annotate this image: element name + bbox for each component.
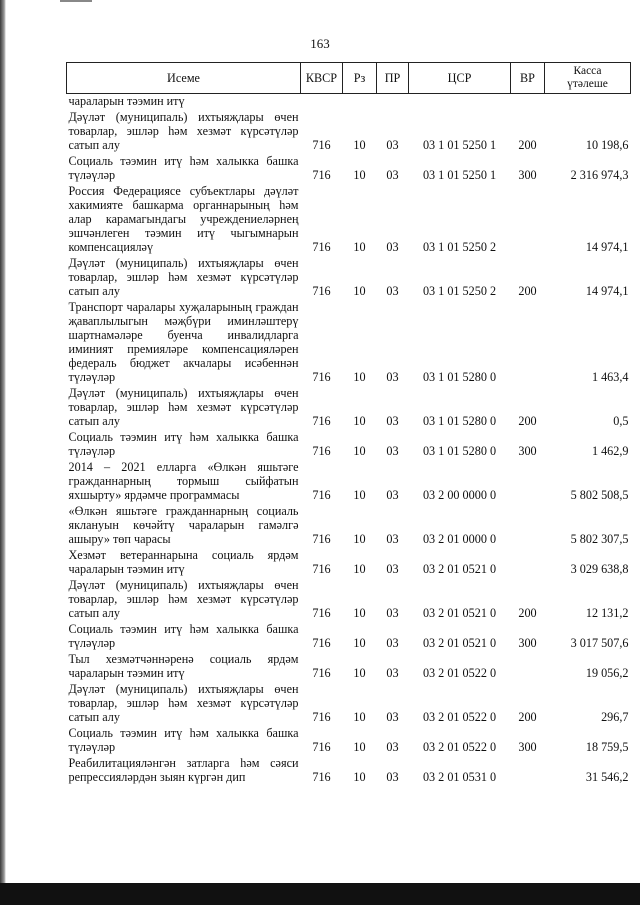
table-row	[67, 386, 631, 430]
table-row	[67, 504, 631, 548]
table-row	[67, 578, 631, 622]
cell-name: Россия Федерациясе субъектлары дәүләт хакимияте башкарма органнарының һәм алар карамагындагы учреждениеләрнең эшчәнлеген тәэмин итү чыгымнарын компенсацияләү	[68, 184, 299, 254]
cell-rz: 10	[353, 284, 366, 298]
cell-vr: 300	[518, 636, 537, 650]
cell-pr: 03	[386, 740, 399, 754]
budget-table	[66, 62, 631, 786]
cell-amount: 14 974,1	[585, 284, 629, 298]
header-name: Исеме	[67, 63, 301, 94]
cell-vr	[511, 460, 545, 504]
cell-csr: 03 2 01 0000 0	[422, 532, 497, 546]
cell-pr: 03	[386, 414, 399, 428]
cell-vr	[511, 300, 545, 386]
cell-rz: 10	[353, 532, 366, 546]
table-row	[67, 256, 631, 300]
cell-csr: 03 2 01 0522 0	[422, 740, 497, 754]
cell-rz: 10	[353, 606, 366, 620]
cell-pr: 03	[386, 284, 399, 298]
cell-name: Транспорт чаралары хуҗаларының граждан җаваплылыгын мәҗбүри иминләштерү шартнамәләре буенча инвалидларга иминият премияләре компенсацияләрен федераль бюджет акчалары исәбеннән түләүләр	[68, 300, 299, 384]
cell-amount: 18 759,5	[585, 740, 629, 754]
cell-vr	[511, 548, 545, 578]
cell-csr: 03 1 01 5280 0	[422, 370, 497, 384]
cell-kvsr: 716	[312, 740, 331, 754]
cell-amount: 19 056,2	[585, 666, 629, 680]
table-row	[67, 154, 631, 184]
cell-name: Социаль тәэмин итү һәм халыкка башка түләүләр	[68, 430, 299, 458]
cell-rz: 10	[353, 562, 366, 576]
cell-name: Хезмәт ветераннарына социаль ярдәм чараларын тәэмин итү	[68, 548, 299, 576]
cell-amount: 1 463,4	[591, 370, 629, 384]
cell-kvsr: 716	[312, 710, 331, 724]
cell-amount: 2 316 974,3	[570, 168, 629, 182]
cell-vr: 200	[518, 414, 537, 428]
cell-pr: 03	[386, 710, 399, 724]
cell-amount: 12 131,2	[585, 606, 629, 620]
table-row	[67, 682, 631, 726]
cell-csr: 03 2 01 0522 0	[422, 666, 497, 680]
header-rz: Рз	[343, 63, 377, 94]
cell-pr: 03	[386, 666, 399, 680]
cell-amount: 10 198,6	[585, 138, 629, 152]
table-row	[67, 726, 631, 756]
cell-name: чараларын тәэмин итү	[68, 94, 185, 108]
cell-csr: 03 2 01 0522 0	[422, 710, 497, 724]
cell-pr: 03	[386, 606, 399, 620]
cell-vr: 200	[518, 710, 537, 724]
cell-vr	[511, 184, 545, 256]
cell-csr: 03 2 01 0521 0	[422, 606, 497, 620]
cell-name: Реабилитацияләнгән затларга һәм сәяси репрессияләрдән зыян күргән дип	[68, 756, 299, 784]
table-row	[67, 94, 631, 111]
cell-csr	[409, 94, 511, 111]
cell-name: «Өлкән яшьтәге гражданнарның социаль яклануын көчәйтү чараларын гамәлгә ашыру» төп чарасы	[68, 504, 299, 546]
cell-rz: 10	[353, 370, 366, 384]
cell-rz: 10	[353, 138, 366, 152]
cell-csr: 03 1 01 5280 0	[422, 414, 497, 428]
header-vr: ВР	[511, 63, 545, 94]
cell-csr: 03 2 01 0521 0	[422, 562, 497, 576]
cell-vr	[511, 94, 545, 111]
cell-name: Дәүләт (муниципаль) ихтыяҗлары өчен товарлар, эшләр һәм хезмәт күрсәтүләр сатып алу	[68, 110, 299, 152]
cell-pr: 03	[386, 240, 399, 254]
cell-kvsr: 716	[312, 138, 331, 152]
cell-kvsr: 716	[312, 532, 331, 546]
page-number: 163	[310, 36, 330, 51]
cell-vr: 200	[518, 606, 537, 620]
cell-csr: 03 1 01 5250 1	[422, 138, 497, 152]
cell-amount	[545, 94, 631, 111]
cell-csr: 03 1 01 5280 0	[422, 444, 497, 458]
cell-csr: 03 2 01 0521 0	[422, 636, 497, 650]
table-header-row	[67, 63, 631, 94]
cell-amount: 3 029 638,8	[570, 562, 629, 576]
cell-vr: 300	[518, 168, 537, 182]
cell-pr: 03	[386, 168, 399, 182]
cell-kvsr: 716	[312, 770, 331, 784]
cell-csr: 03 1 01 5250 2	[422, 240, 497, 254]
cell-name: Дәүләт (муниципаль) ихтыяҗлары өчен товарлар, эшләр һәм хезмәт күрсәтүләр сатып алу	[68, 256, 299, 298]
cell-pr: 03	[386, 444, 399, 458]
cell-pr: 03	[386, 488, 399, 502]
cell-pr: 03	[386, 770, 399, 784]
cell-rz: 10	[353, 740, 366, 754]
cell-rz: 10	[353, 414, 366, 428]
table-row	[67, 110, 631, 154]
cell-amount: 0,5	[613, 414, 629, 428]
cell-kvsr: 716	[312, 370, 331, 384]
cell-kvsr: 716	[312, 444, 331, 458]
cell-kvsr: 716	[312, 562, 331, 576]
cell-csr: 03 2 00 0000 0	[422, 488, 497, 502]
cell-amount: 3 017 507,6	[570, 636, 629, 650]
cell-vr	[511, 756, 545, 786]
header-kassa-line2: үтәлеше	[567, 78, 608, 90]
table-row	[67, 184, 631, 256]
header-kassa-line1: Касса	[573, 65, 602, 77]
cell-amount: 14 974,1	[585, 240, 629, 254]
cell-csr: 03 1 01 5250 2	[422, 284, 497, 298]
cell-kvsr: 716	[312, 488, 331, 502]
cell-kvsr: 716	[312, 414, 331, 428]
cell-kvsr: 716	[312, 284, 331, 298]
cell-pr: 03	[386, 562, 399, 576]
cell-rz	[343, 94, 377, 111]
table-row	[67, 430, 631, 460]
cell-rz: 10	[353, 488, 366, 502]
cell-amount: 296,7	[601, 710, 629, 724]
cell-kvsr: 716	[312, 666, 331, 680]
table-row	[67, 756, 631, 786]
cell-name: Социаль тәэмин итү һәм халыкка башка түләүләр	[68, 726, 299, 754]
cell-csr: 03 1 01 5250 1	[422, 168, 497, 182]
cell-name: Социаль тәэмин итү һәм халыкка башка түләүләр	[68, 154, 299, 182]
cell-kvsr	[301, 94, 343, 111]
cell-amount: 31 546,2	[585, 770, 629, 784]
header-csr: ЦСР	[409, 63, 511, 94]
cell-rz: 10	[353, 710, 366, 724]
table-row	[67, 652, 631, 682]
table-row	[67, 460, 631, 504]
cell-rz: 10	[353, 240, 366, 254]
cell-name: Дәүләт (муниципаль) ихтыяҗлары өчен товарлар, эшләр һәм хезмәт күрсәтүләр сатып алу	[68, 682, 299, 724]
cell-vr	[511, 504, 545, 548]
scan-top-mark	[60, 0, 92, 2]
cell-kvsr: 716	[312, 606, 331, 620]
cell-pr	[377, 94, 409, 111]
header-kassa	[545, 63, 631, 94]
cell-pr: 03	[386, 636, 399, 650]
scan-left-edge	[0, 0, 6, 905]
table-row	[67, 300, 631, 386]
scan-bottom-bar	[0, 883, 640, 905]
cell-vr: 200	[518, 138, 537, 152]
cell-rz: 10	[353, 168, 366, 182]
table-row	[67, 548, 631, 578]
cell-name: Социаль тәэмин итү һәм халыкка башка түләүләр	[68, 622, 299, 650]
table-row	[67, 622, 631, 652]
cell-rz: 10	[353, 666, 366, 680]
cell-vr: 200	[518, 284, 537, 298]
cell-amount: 5 802 307,5	[570, 532, 629, 546]
cell-name: Дәүләт (муниципаль) ихтыяҗлары өчен товарлар, эшләр һәм хезмәт күрсәтүләр сатып алу	[68, 578, 299, 620]
cell-kvsr: 716	[312, 168, 331, 182]
cell-vr: 300	[518, 444, 537, 458]
cell-kvsr: 716	[312, 240, 331, 254]
cell-pr: 03	[386, 138, 399, 152]
cell-kvsr: 716	[312, 636, 331, 650]
cell-vr: 300	[518, 740, 537, 754]
cell-pr: 03	[386, 370, 399, 384]
cell-vr	[511, 652, 545, 682]
cell-amount: 5 802 508,5	[570, 488, 629, 502]
cell-name: Тыл хезмәтчәннәренә социаль ярдәм чараларын тәэмин итү	[68, 652, 299, 680]
cell-name: 2014 – 2021 елларга «Өлкән яшьтәге гражданнарның тормыш сыйфатын яхшырту» ярдәмче программасы	[68, 460, 299, 502]
cell-rz: 10	[353, 770, 366, 784]
cell-rz: 10	[353, 444, 366, 458]
cell-amount: 1 462,9	[591, 444, 629, 458]
table-body	[67, 94, 631, 787]
header-kvsr: КВСР	[301, 63, 343, 94]
cell-pr: 03	[386, 532, 399, 546]
cell-rz: 10	[353, 636, 366, 650]
header-pr: ПР	[377, 63, 409, 94]
cell-name: Дәүләт (муниципаль) ихтыяҗлары өчен товарлар, эшләр һәм хезмәт күрсәтүләр сатып алу	[68, 386, 299, 428]
cell-csr: 03 2 01 0531 0	[422, 770, 497, 784]
